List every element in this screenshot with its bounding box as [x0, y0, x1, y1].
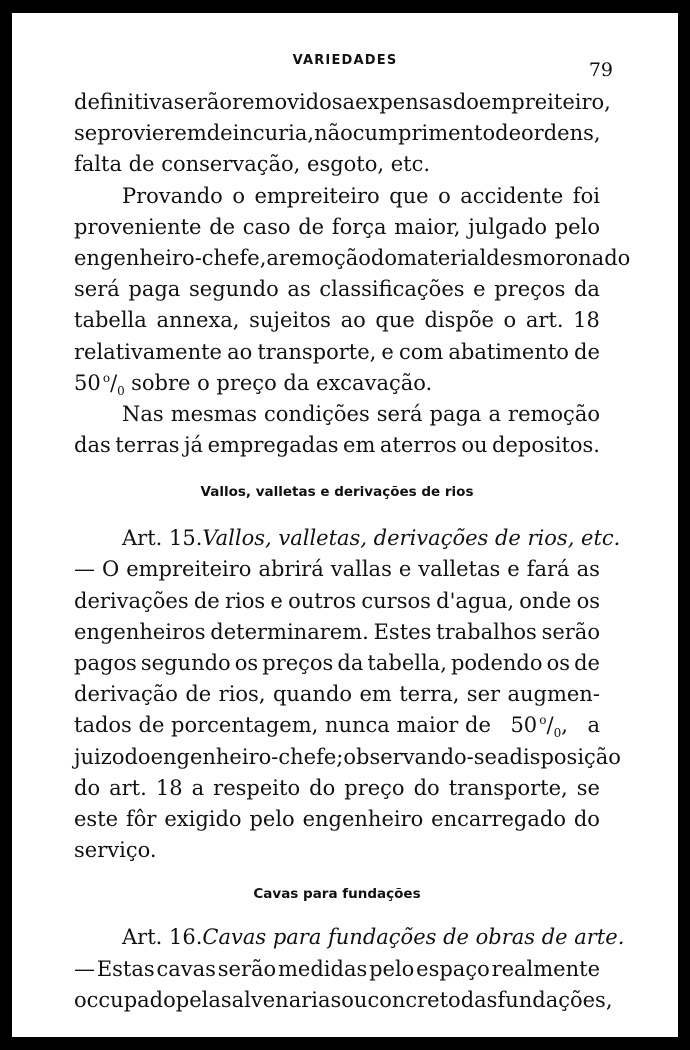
word: remoção — [278, 245, 371, 270]
word: relativamente — [74, 339, 222, 364]
word: cumprimento — [352, 121, 496, 146]
word: occupado — [74, 987, 176, 1012]
word: que — [375, 308, 415, 333]
word: e — [507, 557, 520, 582]
word: pagos — [74, 651, 137, 675]
word: tabella — [74, 308, 147, 333]
word: de — [574, 651, 600, 675]
word: pelo — [369, 956, 415, 981]
word: desmoronado — [486, 245, 631, 270]
word: outros — [288, 588, 357, 613]
word: não — [314, 121, 353, 146]
word: de — [495, 121, 522, 146]
word: serão — [173, 90, 233, 114]
body-text — [74, 87, 631, 1016]
word: das — [460, 987, 498, 1012]
word: incuria, — [232, 121, 315, 146]
word: disposição — [509, 744, 621, 769]
word: tabella, — [367, 651, 447, 675]
word: ordens, — [521, 121, 601, 146]
word: a — [191, 775, 205, 800]
text-line — [74, 274, 600, 305]
word: augmen- — [507, 682, 600, 707]
word: transporte, — [448, 775, 568, 800]
word: d'agua, — [436, 588, 515, 613]
word: foi — [572, 183, 600, 208]
word: alvenarias — [231, 987, 342, 1012]
word: os — [576, 588, 600, 613]
word: determinarem. — [210, 619, 369, 644]
word: pelas — [175, 987, 232, 1012]
text-line — [74, 305, 600, 336]
article-label: Art. 15. — [122, 526, 203, 551]
article-label: Art. 16. — [122, 925, 203, 950]
text-line — [74, 181, 600, 212]
word: o — [503, 308, 517, 333]
word: terras — [115, 433, 180, 458]
text-line — [74, 586, 600, 617]
word: e — [381, 339, 394, 364]
percent-value: 50 $^o/_0$, — [510, 713, 568, 741]
word: e — [270, 588, 283, 613]
word: das — [74, 433, 111, 458]
page-number: 79 — [588, 59, 613, 81]
section-heading: Cavas para fundações — [253, 886, 421, 903]
text-line — [74, 87, 611, 118]
word: medidas — [278, 956, 368, 981]
word: pelo — [249, 806, 295, 831]
word: aterros — [379, 433, 457, 458]
word: a — [266, 245, 279, 270]
word: de — [574, 339, 600, 364]
word: engenheiro — [302, 806, 424, 831]
word: força — [331, 214, 387, 239]
word: 18 — [155, 775, 183, 800]
text-line — [74, 835, 600, 866]
word: observando-se — [343, 744, 497, 769]
text-line — [74, 804, 600, 835]
line-text: falta de conservação, esgoto, etc. — [74, 152, 431, 177]
article-title: Cavas para fundações de obras de arte. — [202, 925, 625, 950]
word: material — [396, 245, 487, 270]
running-title: VARIEDADES — [292, 53, 398, 68]
word: o — [232, 183, 245, 208]
word: empregadas — [207, 433, 339, 458]
word: encarregado — [431, 806, 566, 831]
word: accidente — [460, 183, 564, 208]
word: fará — [526, 557, 570, 582]
word: pelo — [554, 214, 600, 239]
word: será — [74, 277, 120, 302]
word: podendo — [450, 651, 543, 675]
text-line — [74, 430, 600, 461]
text-line — [74, 985, 613, 1016]
word: valletas — [418, 557, 501, 582]
word: as — [576, 557, 600, 582]
word: caso — [242, 214, 291, 239]
word: Nas — [122, 401, 164, 426]
word: a — [488, 401, 502, 426]
word: espaço — [416, 956, 490, 981]
word: engenheiro-chefe; — [150, 744, 344, 769]
word: exigido — [164, 806, 242, 831]
word: concreto — [367, 987, 461, 1012]
word: definitiva — [74, 90, 174, 114]
word: ou — [341, 987, 368, 1012]
word: removidos — [232, 90, 343, 114]
word: já — [184, 433, 204, 458]
word: fôr — [125, 806, 157, 831]
word: classificações — [319, 277, 465, 302]
word: sujeitos — [249, 308, 331, 333]
word: ao — [340, 308, 366, 333]
word: cursos — [361, 588, 431, 613]
word: realmente — [491, 956, 600, 981]
word: de — [193, 588, 220, 613]
word: em — [359, 682, 392, 707]
word: do — [370, 245, 397, 270]
word: engenheiros — [74, 619, 206, 644]
word: da — [337, 651, 364, 675]
word: os — [234, 651, 259, 675]
text-line — [74, 337, 600, 368]
word: em — [343, 433, 376, 458]
word: transporte, — [257, 339, 377, 364]
article-title: Vallos, valletas, derivações de rios, etc. — [202, 526, 621, 551]
word: da — [573, 277, 600, 302]
word: expensas — [355, 90, 453, 114]
word: abatimento — [448, 339, 569, 364]
word: paga — [128, 277, 181, 302]
word: cavas — [156, 956, 216, 981]
word: do — [124, 744, 151, 769]
word: onde — [519, 588, 572, 613]
text-line — [74, 773, 600, 804]
text-line — [74, 212, 600, 243]
text-line — [74, 710, 600, 741]
word: empreiteiro, — [478, 90, 611, 114]
word: a — [496, 744, 510, 769]
word: do — [74, 775, 101, 800]
article-title-line — [74, 922, 625, 953]
word: se — [74, 121, 98, 146]
word: preços — [494, 277, 566, 302]
word: do — [573, 806, 600, 831]
text-line — [74, 679, 600, 710]
word: Estas — [96, 956, 155, 981]
word: rios — [224, 588, 266, 613]
word: se — [576, 775, 600, 800]
text-line — [74, 243, 631, 274]
word: ser — [466, 682, 501, 707]
text-line — [74, 399, 600, 430]
word: e — [398, 557, 412, 582]
word: art. — [525, 308, 564, 333]
word: — — [74, 557, 95, 582]
text-line — [74, 617, 600, 648]
word: o — [438, 183, 451, 208]
text-line — [74, 149, 600, 180]
word: fundações, — [497, 987, 613, 1012]
word: provierem — [97, 121, 207, 146]
word: as — [287, 277, 311, 302]
word: trabalhos — [436, 619, 537, 644]
text-line — [74, 368, 600, 399]
word: terra, — [399, 682, 460, 707]
word: paga — [429, 401, 482, 426]
word: respeito — [213, 775, 301, 800]
word: segundo — [188, 277, 279, 302]
word: do — [452, 90, 479, 114]
word: que — [389, 183, 429, 208]
word: do — [413, 775, 440, 800]
word: engenheiro-chefe, — [74, 245, 267, 270]
word: — — [74, 956, 95, 981]
word: preço — [344, 775, 405, 800]
word: preços — [262, 651, 334, 675]
word: dispõe — [424, 308, 494, 333]
word: ou — [461, 433, 488, 458]
word: serão — [217, 956, 277, 981]
word: e — [473, 277, 486, 302]
word: será — [376, 401, 423, 426]
line-text: a — [587, 713, 600, 738]
word: Provando — [122, 183, 223, 208]
text-line — [74, 118, 600, 149]
section-heading: Vallos, valletas e derivações de rios — [200, 484, 474, 501]
book-page — [12, 13, 678, 1037]
text-line — [74, 648, 600, 679]
word: 18 — [573, 308, 600, 333]
word: maior, — [394, 214, 461, 239]
word: abrirá — [258, 557, 324, 582]
word: julgado — [468, 214, 548, 239]
text-line — [74, 554, 600, 585]
word: O — [102, 557, 120, 582]
word: com — [398, 339, 444, 364]
word: serão — [541, 619, 600, 644]
word: condições — [264, 401, 370, 426]
word: de — [209, 214, 236, 239]
word: Estes — [373, 619, 432, 644]
percent-value: 50 $^o/_0$ — [74, 370, 125, 398]
line-text: serviço. — [74, 838, 157, 863]
word: annexa, — [156, 308, 240, 333]
word: quando — [272, 682, 353, 707]
word: os — [546, 651, 571, 675]
word: de — [206, 121, 233, 146]
word: remoção — [508, 401, 600, 426]
word: este — [74, 806, 119, 831]
word: art. — [109, 775, 147, 800]
text-line — [74, 742, 621, 773]
word: de — [185, 682, 212, 707]
word: de — [298, 214, 325, 239]
word: juizo — [74, 744, 125, 769]
line-text: sobre o preço da excavação. — [131, 370, 433, 395]
word: ao — [227, 339, 253, 364]
word: segundo — [140, 651, 231, 675]
word: empreiteiro — [254, 183, 380, 208]
word: derivação — [74, 682, 178, 707]
word: rios, — [218, 682, 266, 707]
article-title-line — [74, 523, 621, 554]
word: mesmas — [170, 401, 258, 426]
line-text: tados de porcentagem, nunca maior de — [74, 713, 491, 738]
text-line — [74, 954, 600, 985]
word: empreiteiro — [126, 557, 252, 582]
word: vallas — [330, 557, 392, 582]
word: proveniente — [74, 214, 202, 239]
word: a — [342, 90, 356, 114]
word: derivações — [74, 588, 189, 613]
word: do — [309, 775, 336, 800]
word: depositos. — [492, 433, 600, 458]
